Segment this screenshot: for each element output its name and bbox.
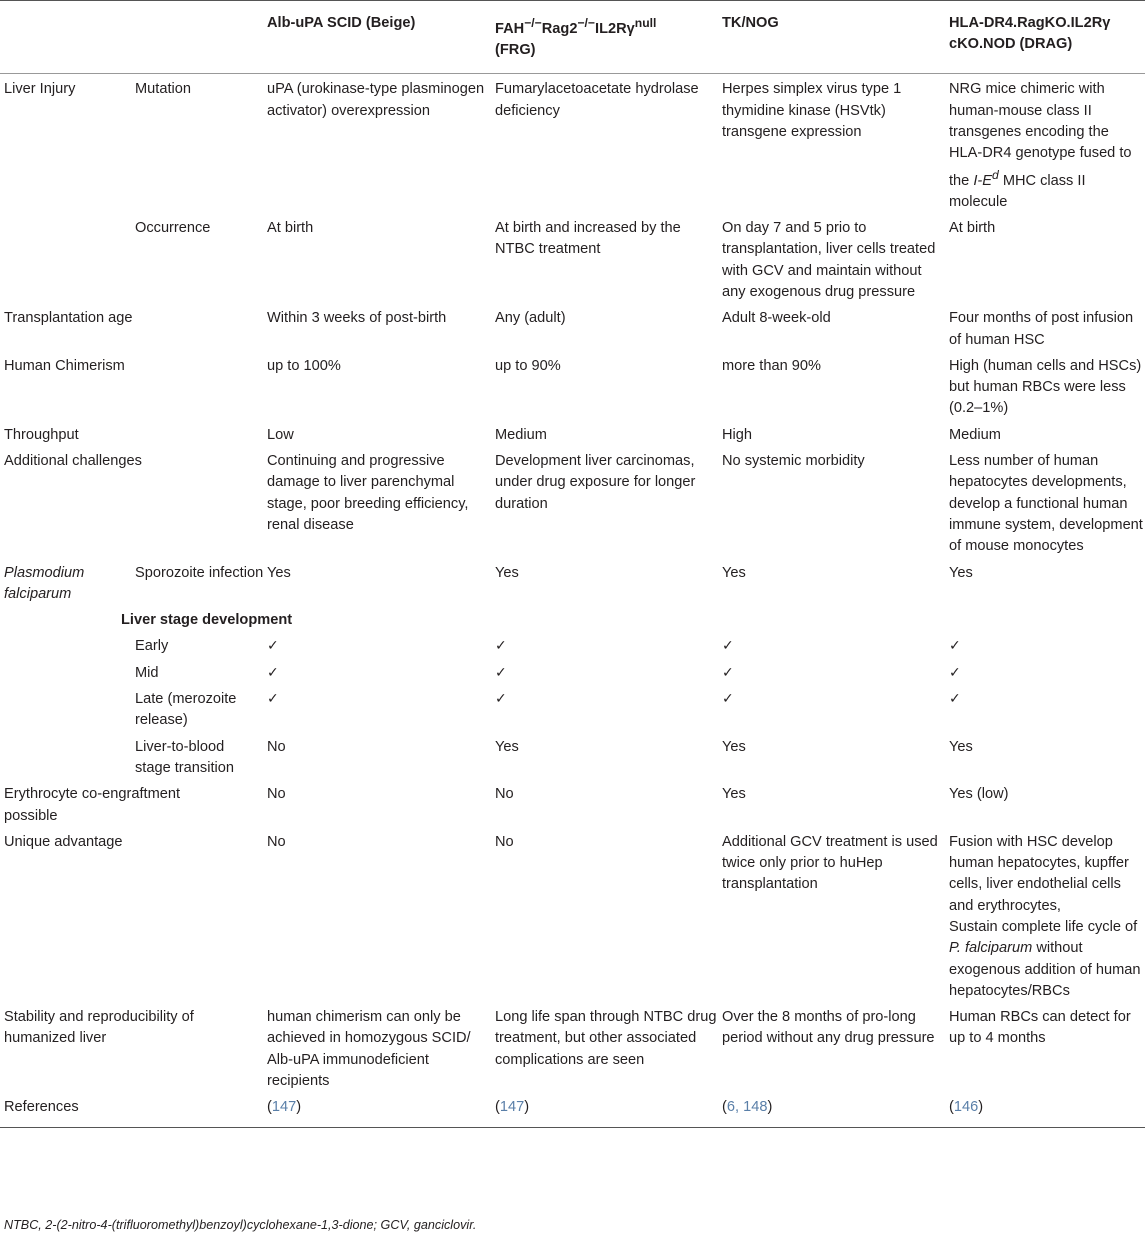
table-row bbox=[0, 351, 1145, 420]
table-row bbox=[0, 558, 1145, 606]
group-label-liver-injury: Liver Injury bbox=[4, 81, 76, 98]
cell-drag: Yes (low) bbox=[949, 786, 1009, 803]
check-icon: ✓ bbox=[722, 638, 734, 655]
cell-tk: Over the 8 months of pro-long period without any drug pressure bbox=[722, 1009, 935, 1047]
cell-tk: High bbox=[722, 426, 753, 443]
row-label: Sporozoite infection bbox=[135, 564, 264, 581]
row-label: Additional challenges bbox=[4, 453, 142, 470]
row-label: Unique advantage bbox=[4, 833, 123, 850]
reference-link[interactable]: 6, 148 bbox=[726, 1099, 768, 1116]
row-label: Human Chimerism bbox=[4, 357, 125, 374]
check-icon: ✓ bbox=[722, 691, 734, 708]
cell-tk: Additional GCV treatment is used twice only prior to huHep transplantation bbox=[722, 833, 938, 893]
cell-drag: Yes bbox=[949, 564, 973, 581]
cell-frg: Development liver carcinomas, under drug exposure for longer duration bbox=[495, 453, 696, 512]
cell-drag: Yes bbox=[949, 738, 973, 755]
subheading-liver-stage: Liver stage development bbox=[121, 612, 293, 629]
table-row bbox=[0, 303, 1145, 351]
check-icon: ✓ bbox=[267, 691, 279, 708]
row-label: Mutation bbox=[135, 81, 191, 98]
cell-alb: Within 3 weeks of post-birth bbox=[267, 310, 447, 327]
cell-tk: more than 90% bbox=[722, 357, 821, 374]
table-row bbox=[0, 1092, 1145, 1127]
cell-drag: Less number of human hepatocytes developments, develop a functional human immune system, development of mouse monocytes bbox=[949, 453, 1143, 555]
cell-tk: (6, 148) bbox=[722, 1099, 773, 1116]
check-icon: ✓ bbox=[267, 664, 279, 681]
cell-drag: Fusion with HSC develop human hepatocytes, kupffer cells, liver endothelial cells and erythrocytes, Sustain complete life cycle of P. falciparum without exogenous addition of human hepatocytes/RBCs bbox=[949, 833, 1141, 999]
cell-drag: (146) bbox=[949, 1099, 984, 1116]
cell-tk: On day 7 and 5 prio to transplantation, liver cells treated with GCV and maintain without any exogenous drug pressure bbox=[722, 220, 936, 300]
cell-alb: (147) bbox=[267, 1099, 302, 1116]
header-frg: $FAH^{-/-}Rag2^{-/-}IL2R\gamma^{null}$ (FRG) bbox=[495, 16, 657, 59]
cell-tk: No systemic morbidity bbox=[722, 453, 865, 470]
cell-frg: Any (adult) bbox=[495, 310, 566, 327]
row-label: Mid bbox=[135, 664, 159, 681]
table-row bbox=[0, 74, 1145, 213]
cell-tk: Herpes simplex virus type 1 thymidine kinase (HSVtk) transgene expression bbox=[722, 81, 902, 141]
table-row bbox=[0, 684, 1145, 732]
row-label: Occurrence bbox=[135, 220, 211, 237]
row-label: Late (merozoite release) bbox=[135, 691, 237, 729]
cell-alb: uPA (urokinase-type plasminogen activator) overexpression bbox=[267, 81, 485, 119]
cell-frg: Medium bbox=[495, 426, 547, 443]
reference-link[interactable]: 146 bbox=[953, 1099, 979, 1116]
check-icon: ✓ bbox=[495, 638, 507, 655]
cell-frg: Fumarylacetoacetate hydrolase deficiency bbox=[495, 81, 699, 119]
cell-tk: Yes bbox=[722, 564, 746, 581]
cell-drag: At birth bbox=[949, 220, 996, 237]
cell-alb: No bbox=[267, 833, 286, 850]
table-row bbox=[0, 658, 1145, 684]
table-row bbox=[0, 1002, 1145, 1092]
row-label: Transplantation age bbox=[4, 310, 133, 327]
reference-link[interactable]: 147 bbox=[499, 1099, 525, 1116]
row-label: Stability and reproducibility of humanized liver bbox=[4, 1009, 194, 1047]
cell-frg: No bbox=[495, 786, 514, 803]
cell-frg: (147) bbox=[495, 1099, 530, 1116]
cell-alb: up to 100% bbox=[267, 357, 341, 374]
cell-alb: Yes bbox=[267, 564, 291, 581]
cell-drag: Human RBCs can detect for up to 4 months bbox=[949, 1009, 1131, 1047]
row-label: Early bbox=[135, 638, 169, 655]
header-drag: HLA-DR4.RagKO.IL2Rγ cKO.NOD (DRAG) bbox=[949, 15, 1111, 53]
cell-tk: Adult 8-week-old bbox=[722, 310, 831, 327]
check-icon: ✓ bbox=[495, 664, 507, 681]
cell-tk: Yes bbox=[722, 786, 746, 803]
row-label: Erythrocyte co-engraftment possible bbox=[4, 786, 181, 824]
header-row bbox=[0, 1, 1145, 74]
table-row bbox=[0, 779, 1145, 827]
check-icon: ✓ bbox=[267, 638, 279, 655]
cell-alb: Continuing and progressive damage to liver parenchymal stage, poor breeding efficiency, renal disease bbox=[267, 453, 469, 533]
cell-frg: up to 90% bbox=[495, 357, 561, 374]
cell-frg: Yes bbox=[495, 738, 519, 755]
cell-drag: High (human cells and HSCs) but human RBCs were less (0.2–1%) bbox=[949, 357, 1142, 417]
check-icon: ✓ bbox=[949, 691, 961, 708]
header-alb-upa: Alb-uPA SCID (Beige) bbox=[267, 15, 416, 31]
reference-link[interactable]: 147 bbox=[271, 1099, 297, 1116]
group-label-plasmodium: Plasmodium falciparum bbox=[4, 564, 85, 602]
header-cell-empty-1 bbox=[0, 1, 135, 74]
cell-drag: Four months of post infusion of human HSC bbox=[949, 310, 1134, 348]
cell-drag: NRG mice chimeric with human-mouse class II transgenes encoding the HLA-DR4 genotype fused to the $I-E^d$ MHC class II molecule bbox=[949, 81, 1132, 210]
cell-drag: Medium bbox=[949, 426, 1001, 443]
row-label: Throughput bbox=[4, 426, 79, 443]
cell-frg: Long life span through NTBC drug treatment, but other associated complications are seen bbox=[495, 1009, 717, 1068]
table-row bbox=[0, 631, 1145, 657]
cell-alb: human chimerism can only be achieved in homozygous SCID/ Alb-uPA immunodeficient recipients bbox=[267, 1009, 471, 1090]
row-label: Liver-to-blood stage transition bbox=[135, 738, 234, 776]
cell-alb: No bbox=[267, 738, 286, 755]
cell-frg: No bbox=[495, 833, 514, 850]
table-row bbox=[0, 827, 1145, 1002]
table-row bbox=[0, 605, 1145, 631]
check-icon: ✓ bbox=[495, 691, 507, 708]
cell-tk: Yes bbox=[722, 738, 746, 755]
check-icon: ✓ bbox=[949, 664, 961, 681]
check-icon: ✓ bbox=[722, 664, 734, 681]
header-cell-empty-2 bbox=[135, 1, 267, 74]
row-label: References bbox=[4, 1099, 79, 1116]
header-tk-nog: TK/NOG bbox=[722, 15, 779, 31]
cell-alb: Low bbox=[267, 426, 294, 443]
table-row bbox=[0, 420, 1145, 446]
cell-frg: Yes bbox=[495, 564, 519, 581]
cell-alb: At birth bbox=[267, 220, 314, 237]
table-footnote: NTBC, 2-(2-nitro-4-(trifluoromethyl)benzoyl)cyclohexane-1,3-dione; GCV, ganciclovir. bbox=[4, 1218, 477, 1232]
cell-frg: At birth and increased by the NTBC treatment bbox=[495, 220, 681, 258]
check-icon: ✓ bbox=[949, 638, 961, 655]
cell-alb: No bbox=[267, 786, 286, 803]
table-row bbox=[0, 732, 1145, 780]
table-row bbox=[0, 446, 1145, 557]
table-row bbox=[0, 213, 1145, 303]
